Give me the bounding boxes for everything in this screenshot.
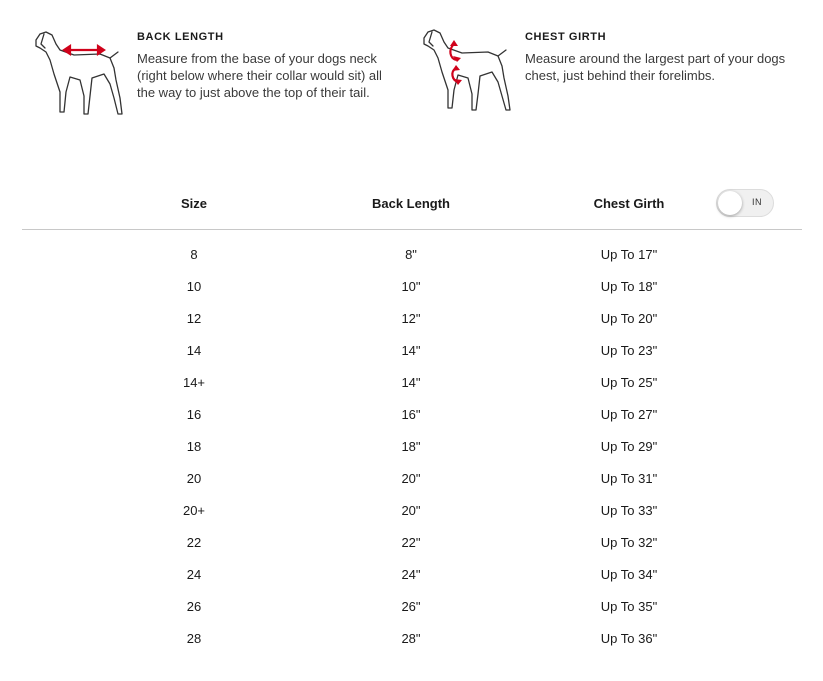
back-length-cell: 28"	[401, 631, 421, 646]
chest-girth-guide	[418, 22, 798, 114]
chest-girth-cell: Up To 23"	[600, 343, 658, 358]
back-length-cell: 14"	[401, 375, 421, 390]
size-cell: 12	[186, 311, 202, 326]
table-row	[22, 270, 802, 302]
chest-girth-cell: Up To 36"	[600, 631, 658, 646]
column-header-size: Size	[180, 196, 207, 211]
column-header-back-length: Back Length	[371, 196, 450, 211]
back-length-cell: 22"	[401, 535, 421, 550]
size-cell: 26	[186, 599, 202, 614]
size-cell: 16	[186, 407, 202, 422]
table-row	[22, 622, 802, 654]
table-row	[22, 462, 802, 494]
back-length-cell: 18"	[401, 439, 421, 454]
chest-girth-cell: Up To 35"	[600, 599, 658, 614]
size-cell: 28	[186, 631, 202, 646]
dog-back-length-icon	[30, 22, 125, 118]
size-cell: 20+	[182, 503, 206, 518]
back-length-cell: 24"	[401, 567, 421, 582]
size-cell: 14+	[182, 375, 206, 390]
back-length-cell: 26"	[401, 599, 421, 614]
size-cell: 22	[186, 535, 202, 550]
table-row	[22, 366, 802, 398]
table-row	[22, 238, 802, 270]
unit-toggle-switch[interactable]	[716, 189, 774, 217]
back-length-guide	[30, 22, 400, 118]
back-length-cell: 12"	[401, 311, 421, 326]
chest-girth-cell: Up To 31"	[600, 471, 658, 486]
table-row	[22, 430, 802, 462]
size-cell: 18	[186, 439, 202, 454]
chest-girth-cell: Up To 25"	[600, 375, 658, 390]
back-length-description: Measure from the base of your dogs neck (right below where their collar would sit) all the way to just above the top of their tail.	[137, 51, 382, 100]
unit-toggle-label: IN	[752, 197, 762, 207]
table-row	[22, 558, 802, 590]
table-row	[22, 302, 802, 334]
toggle-knob	[718, 191, 742, 215]
back-length-cell: 20"	[401, 471, 421, 486]
size-table-header	[22, 188, 802, 221]
header-divider	[22, 229, 802, 230]
size-table-body	[22, 238, 802, 654]
column-header-chest-girth: Chest Girth	[593, 196, 665, 211]
size-cell: 20	[186, 471, 202, 486]
chest-girth-cell: Up To 27"	[600, 407, 658, 422]
back-length-cell: 20"	[401, 503, 421, 518]
size-cell: 24	[186, 567, 202, 582]
chest-girth-cell: Up To 20"	[600, 311, 658, 326]
chest-girth-cell: Up To 34"	[600, 567, 658, 582]
back-length-cell: 8"	[405, 247, 417, 262]
table-row	[22, 334, 802, 366]
table-row	[22, 590, 802, 622]
chest-girth-title: CHEST GIRTH	[525, 31, 607, 43]
back-length-cell: 10"	[401, 279, 421, 294]
chest-girth-cell: Up To 17"	[600, 247, 658, 262]
back-length-cell: 14"	[401, 343, 421, 358]
table-row	[22, 398, 802, 430]
dog-chest-girth-icon	[418, 22, 513, 114]
back-length-title: BACK LENGTH	[137, 31, 224, 43]
chest-girth-cell: Up To 29"	[600, 439, 658, 454]
table-row	[22, 494, 802, 526]
size-cell: 10	[186, 279, 202, 294]
chest-girth-description: Measure around the largest part of your dogs chest, just behind their forelimbs.	[525, 51, 786, 83]
table-row	[22, 526, 802, 558]
chest-girth-cell: Up To 32"	[600, 535, 658, 550]
chest-girth-cell: Up To 18"	[600, 279, 658, 294]
size-cell: 14	[186, 343, 202, 358]
size-cell: 8	[190, 247, 198, 262]
back-length-cell: 16"	[401, 407, 421, 422]
chest-girth-cell: Up To 33"	[600, 503, 658, 518]
